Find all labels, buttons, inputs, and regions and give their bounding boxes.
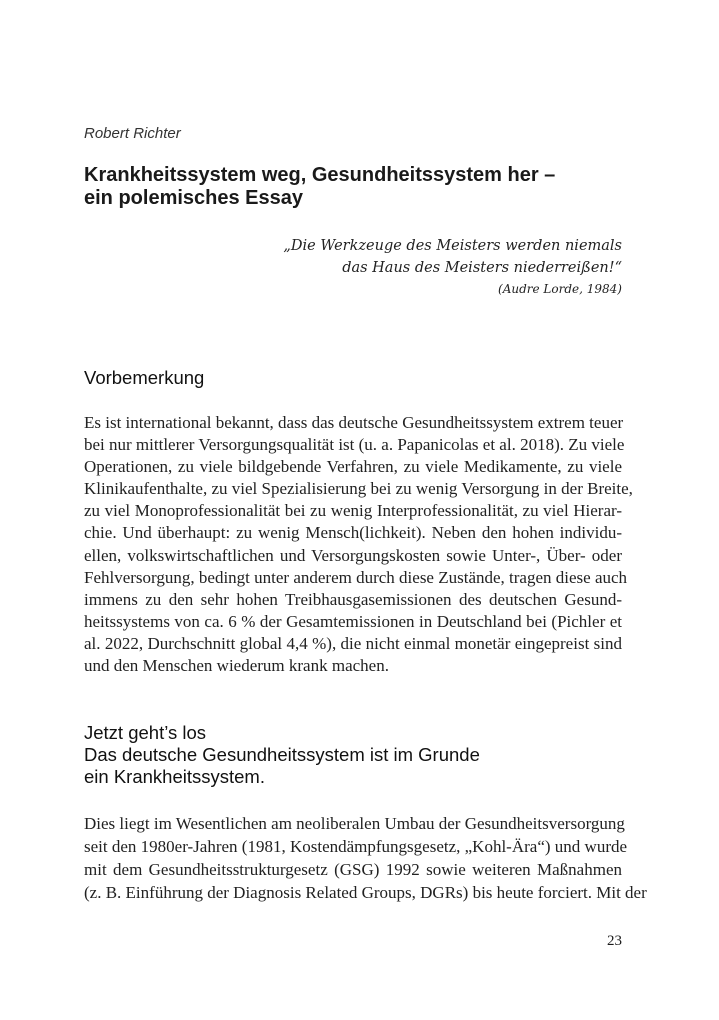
text-line: Operationen, zu viele bildgebende Verfahren, zu viele Medikamente, zu viele	[84, 457, 622, 477]
text-line: heitssystems von ca. 6 % der Gesamtemissionen in Deutschland bei (Pichler et	[84, 611, 622, 631]
essay-title	[84, 164, 622, 210]
text-line: Klinikaufenthalte, zu viel Spezialisierung bei zu wenig Versorgung in der Breite,	[84, 479, 633, 499]
text-line: und den Menschen wiederum krank machen.	[84, 656, 389, 676]
text-line: Fehlversorgung, bedingt unter anderem durch diese Zustände, tragen diese auch	[84, 567, 628, 587]
text-line: Es ist international bekannt, dass das deutsche Gesundheitssystem extrem teuer	[84, 413, 624, 432]
text-line: ellen, volkswirtschaftlichen und Versorgungskosten sowie Unter-, Über- oder	[84, 545, 622, 565]
text-line: (z. B. Einführung der Diagnosis Related Groups, DGRs) bis heute forciert. Mit der	[84, 883, 647, 902]
paragraph-vorbemerkung	[84, 412, 633, 677]
heading-line: ein Krankheitssystem.	[84, 766, 265, 787]
page-number: 23	[607, 933, 622, 949]
heading-line: Jetzt geht’s los	[84, 722, 207, 743]
text-line: chie. Und überhaupt: zu wenig Mensch(lichkeit). Neben den hohen individu-	[84, 523, 622, 543]
text-line: seit den 1980er-Jahren (1981, Kostendämpfungsgesetz, „Kohl-Ära“) und wurde	[84, 837, 628, 856]
title-line: Krankheitssystem weg, Gesundheitssystem her –	[84, 164, 556, 186]
title-line: ein polemisches Essay	[84, 187, 304, 209]
text-line: zu viel Monoprofessionalität bei zu wenig Interprofessionalität, zu viel Hierar-	[84, 501, 622, 521]
epigraph	[84, 235, 622, 299]
text-line: bei nur mittlerer Versorgungsqualität ist (u. a. Papanicolas et al. 2018). Zu viele	[84, 435, 625, 455]
text-line: mit dem Gesundheitsstrukturgesetz (GSG) 1992 sowie weiteren Maßnahmen	[84, 860, 622, 879]
text-line: Dies liegt im Wesentlichen am neoliberalen Umbau der Gesundheitsversorgung	[84, 814, 625, 833]
text-line: immens zu den sehr hohen Treibhausgasemissionen des deutschen Gesund-	[84, 589, 622, 609]
epigraph-attribution: (Audre Lorde, 1984)	[498, 282, 622, 296]
heading-line: Das deutsche Gesundheitssystem ist im Grunde	[84, 744, 480, 765]
author-name: Robert Richter	[84, 125, 181, 142]
paragraph-jetzt	[84, 812, 647, 904]
section-heading-jetzt	[84, 722, 622, 788]
epigraph-line: das Haus des Meisters niederreißen!“	[342, 260, 622, 276]
section-heading-vorbemerkung: Vorbemerkung	[84, 367, 205, 388]
epigraph-line: „Die Werkzeuge des Meisters werden niemals	[283, 238, 622, 254]
text-line: al. 2022, Durchschnitt global 4,4 %), die nicht einmal monetär eingepreist sind	[84, 633, 622, 653]
